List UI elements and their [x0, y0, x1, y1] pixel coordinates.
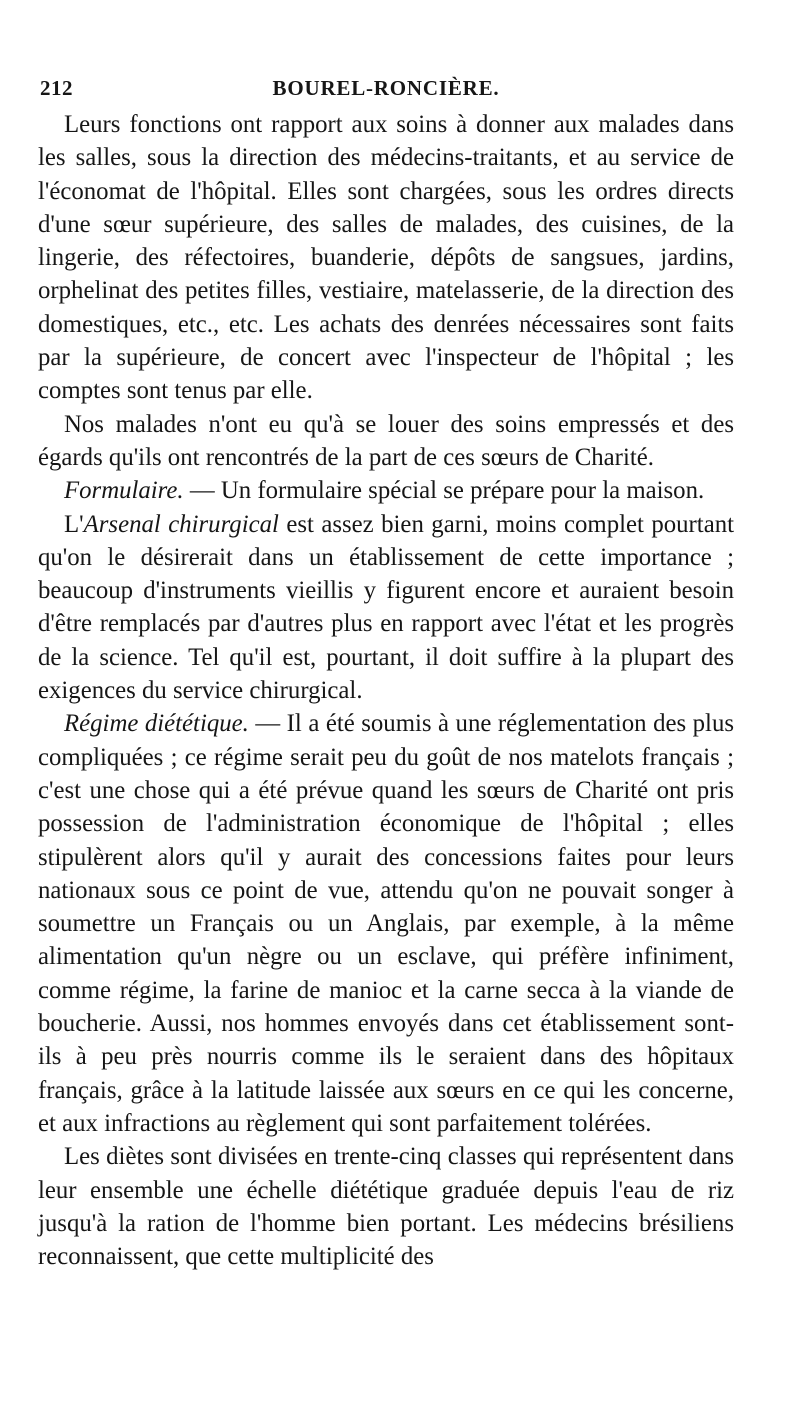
paragraph-sisters-duties [38, 108, 734, 408]
running-head [38, 70, 734, 108]
paragraph-dietes [38, 1140, 734, 1273]
paragraph-text: — Il a été soumis à une réglementation des plus compliquées ; ce régime serait peu du goût de nos matelots français ; c'est une chose qui a été prévue quand les sœurs de Charité ont pris possession de l'administration économique de l'hôpital ; elles stipulèrent alors qu'il y aurait des concessions faites pour leurs nationaux sous ce point de vue, attendu qu'on ne pouvait songer à soumettre un Français ou un Anglais, par exemple, à la même alimentation qu'un nègre ou un esclave, qui préfère infiniment, comme régime, la farine de manioc et la carne secca à la viande de boucherie. Aussi, nos hommes envoyés dans cet établissement sont-ils à peu près nourris comme ils le seraient dans des hôpitaux français, grâce à la latitude laissée aux sœurs en ce qui les concerne, et aux infractions au règlement qui sont parfaitement tolérées. [38, 710, 734, 1137]
paragraph-text: Les diètes sont divisées en trente-cinq classes qui représentent dans leur ensemble une échelle diététique graduée depuis l'eau de riz jusqu'à la ration de l'homme bien portant. Les médecins brésiliens reconnaissent, que cette multiplicité des [38, 1143, 734, 1271]
run-in-prefix: L' [64, 510, 84, 538]
paragraph-text: est assez bien garni, moins complet pourtant qu'on le désirerait dans un établissement de cette importance ; beaucoup d'instruments vieillis y figurent encore et auraient besoin d'être remplacés par d'autres plus en rapport avec l'état et les progrès de la science. Tel qu'il est, pourtant, il doit suffire à la plupart des exigences du service chirurgical. [38, 510, 734, 705]
paragraph-text: — Un formulaire spécial se prépare pour la maison. [183, 477, 705, 505]
run-in-heading: Régime diététique. [64, 710, 249, 738]
paragraph-care-praise [38, 408, 734, 475]
body-text [38, 108, 734, 1273]
paragraph-text: Leurs fonctions ont rapport aux soins à donner aux malades dans les salles, sous la direction des médecins-traitants, et au service de l'économat de l'hôpital. Elles sont chargées, sous les ordres directs d'une sœur supérieure, des salles de malades, des cuisines, de la lingerie, des réfectoires, buanderie, dépôts de sangsues, jardins, orphelinat des petites filles, vestiaire, matelasserie, de la direction des domestiques, etc., etc. Les achats des denrées nécessaires sont faits par la supérieure, de concert avec l'inspecteur de l'hôpital ; les comptes sont tenus par elle. [38, 111, 734, 405]
page-number: 212 [40, 76, 73, 100]
run-in-heading: Formulaire. [64, 477, 184, 505]
paragraph-arsenal [38, 508, 734, 708]
paragraph-text: Nos malades n'ont eu qu'à se louer des soins empressés et des égards qu'ils ont rencontrés de la part de ces sœurs de Charité. [38, 410, 734, 471]
running-title: BOUREL-RONCIÈRE. [272, 76, 500, 100]
book-page [38, 70, 734, 1273]
paragraph-regime [38, 707, 734, 1140]
paragraph-formulaire [38, 474, 734, 507]
run-in-heading: Arsenal chirurgical [83, 510, 279, 538]
